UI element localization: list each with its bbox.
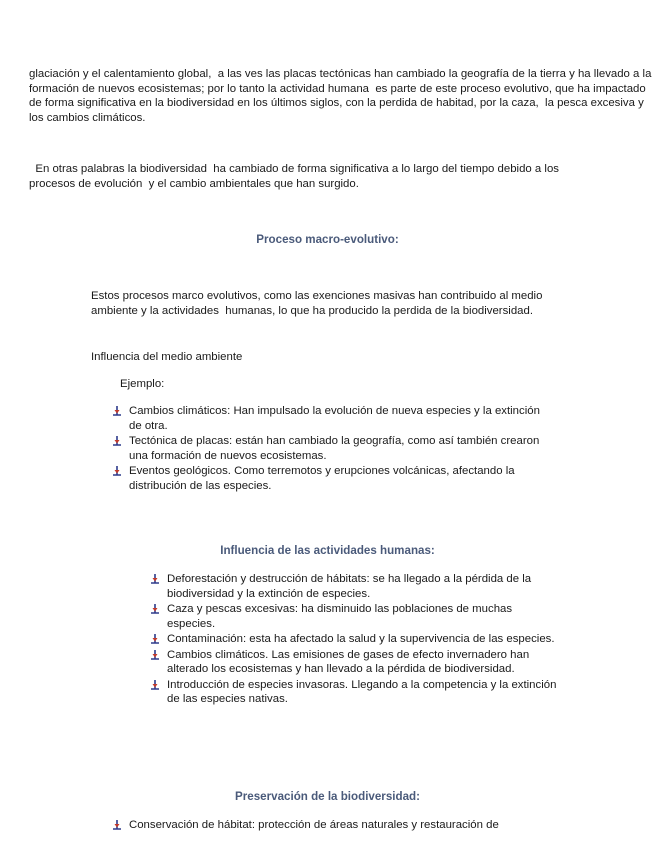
arrow-bullet-icon	[111, 405, 123, 417]
list-item	[129, 434, 554, 463]
arrow-bullet-icon	[149, 633, 161, 645]
section1-bullet-list	[129, 404, 554, 494]
arrow-bullet-icon	[149, 603, 161, 615]
list-item-text: Tectónica de placas: están han cambiado la geografía, como así también crearon una formación de nuevos ecosistemas.	[129, 435, 540, 462]
list-item-text: Eventos geológicos. Como terremotos y erupciones volcánicas, afectando la distribución de las especies.	[129, 465, 515, 492]
example-label: Ejemplo:	[120, 378, 165, 390]
arrow-bullet-icon	[149, 679, 161, 691]
list-item-text: Conservación de hábitat: protección de áreas naturales y restauración de	[129, 819, 499, 831]
list-item-text: Cambios climáticos. Las emisiones de gases de efecto invernadero han alterado los ecosistemas y han llevado a la pérdida de biodiversidad.	[167, 648, 530, 675]
list-item	[167, 632, 559, 647]
arrow-bullet-icon	[111, 819, 123, 831]
section-heading-actividades-humanas: Influencia de las actividades humanas:	[220, 544, 435, 557]
list-item-text: Deforestación y destrucción de hábitats: se ha llegado a la pérdida de la biodiversidad y la extinción de especies.	[167, 573, 532, 600]
section3-bullet-list	[129, 818, 629, 834]
arrow-bullet-icon	[111, 435, 123, 447]
section-heading-macro-evolutivo: Proceso macro-evolutivo:	[256, 233, 399, 246]
list-item	[167, 572, 559, 601]
list-item	[167, 602, 559, 631]
list-item-text: Caza y pescas excesivas: ha disminuido las poblaciones de muchas especies.	[167, 603, 513, 630]
list-item-text: Contaminación: esta ha afectado la salud y la supervivencia de las especies.	[167, 633, 555, 645]
section1-paragraph: Estos procesos marco evolutivos, como las exenciones masivas han contribuido al medio ambiente y la actividades humanas, lo que ha producido la perdida de la biodiversidad.	[91, 290, 549, 317]
list-item-text: Introducción de especies invasoras. Llegando a la competencia y la extinción de las especies nativas.	[167, 678, 557, 705]
arrow-bullet-icon	[149, 573, 161, 585]
list-item	[129, 818, 629, 833]
list-item	[129, 464, 554, 493]
arrow-bullet-icon	[111, 465, 123, 477]
intro-paragraph-2: En otras palabras la biodiversidad ha cambiado de forma significativa a lo largo del tiempo debido a los procesos de evolución y el cambio ambientales que han surgido.	[29, 163, 566, 190]
section2-bullet-list	[167, 572, 559, 708]
section-heading-preservacion: Preservación de la biodiversidad:	[235, 790, 420, 803]
section1-subheading: Influencia del medio ambiente	[91, 351, 243, 363]
list-item	[167, 648, 559, 677]
arrow-bullet-icon	[149, 649, 161, 661]
intro-paragraph-1: glaciación y el calentamiento global, a las ves las placas tectónicas han cambiado la geografía de la tierra y ha llevado a la formación de nuevos ecosistemas; por lo tanto la actividad humana es parte de este proceso evolutivo, que ha impactado de forma significativa en la biodiversidad en los últimos siglos, con la perdida de habitad, por la caza, la pesca excesiva y los cambios climáticos.	[29, 68, 655, 124]
list-item	[167, 678, 559, 707]
list-item-text: Cambios climáticos: Han impulsado la evolución de nueva especies y la extinción de otra.	[129, 405, 540, 432]
list-item	[129, 404, 554, 433]
